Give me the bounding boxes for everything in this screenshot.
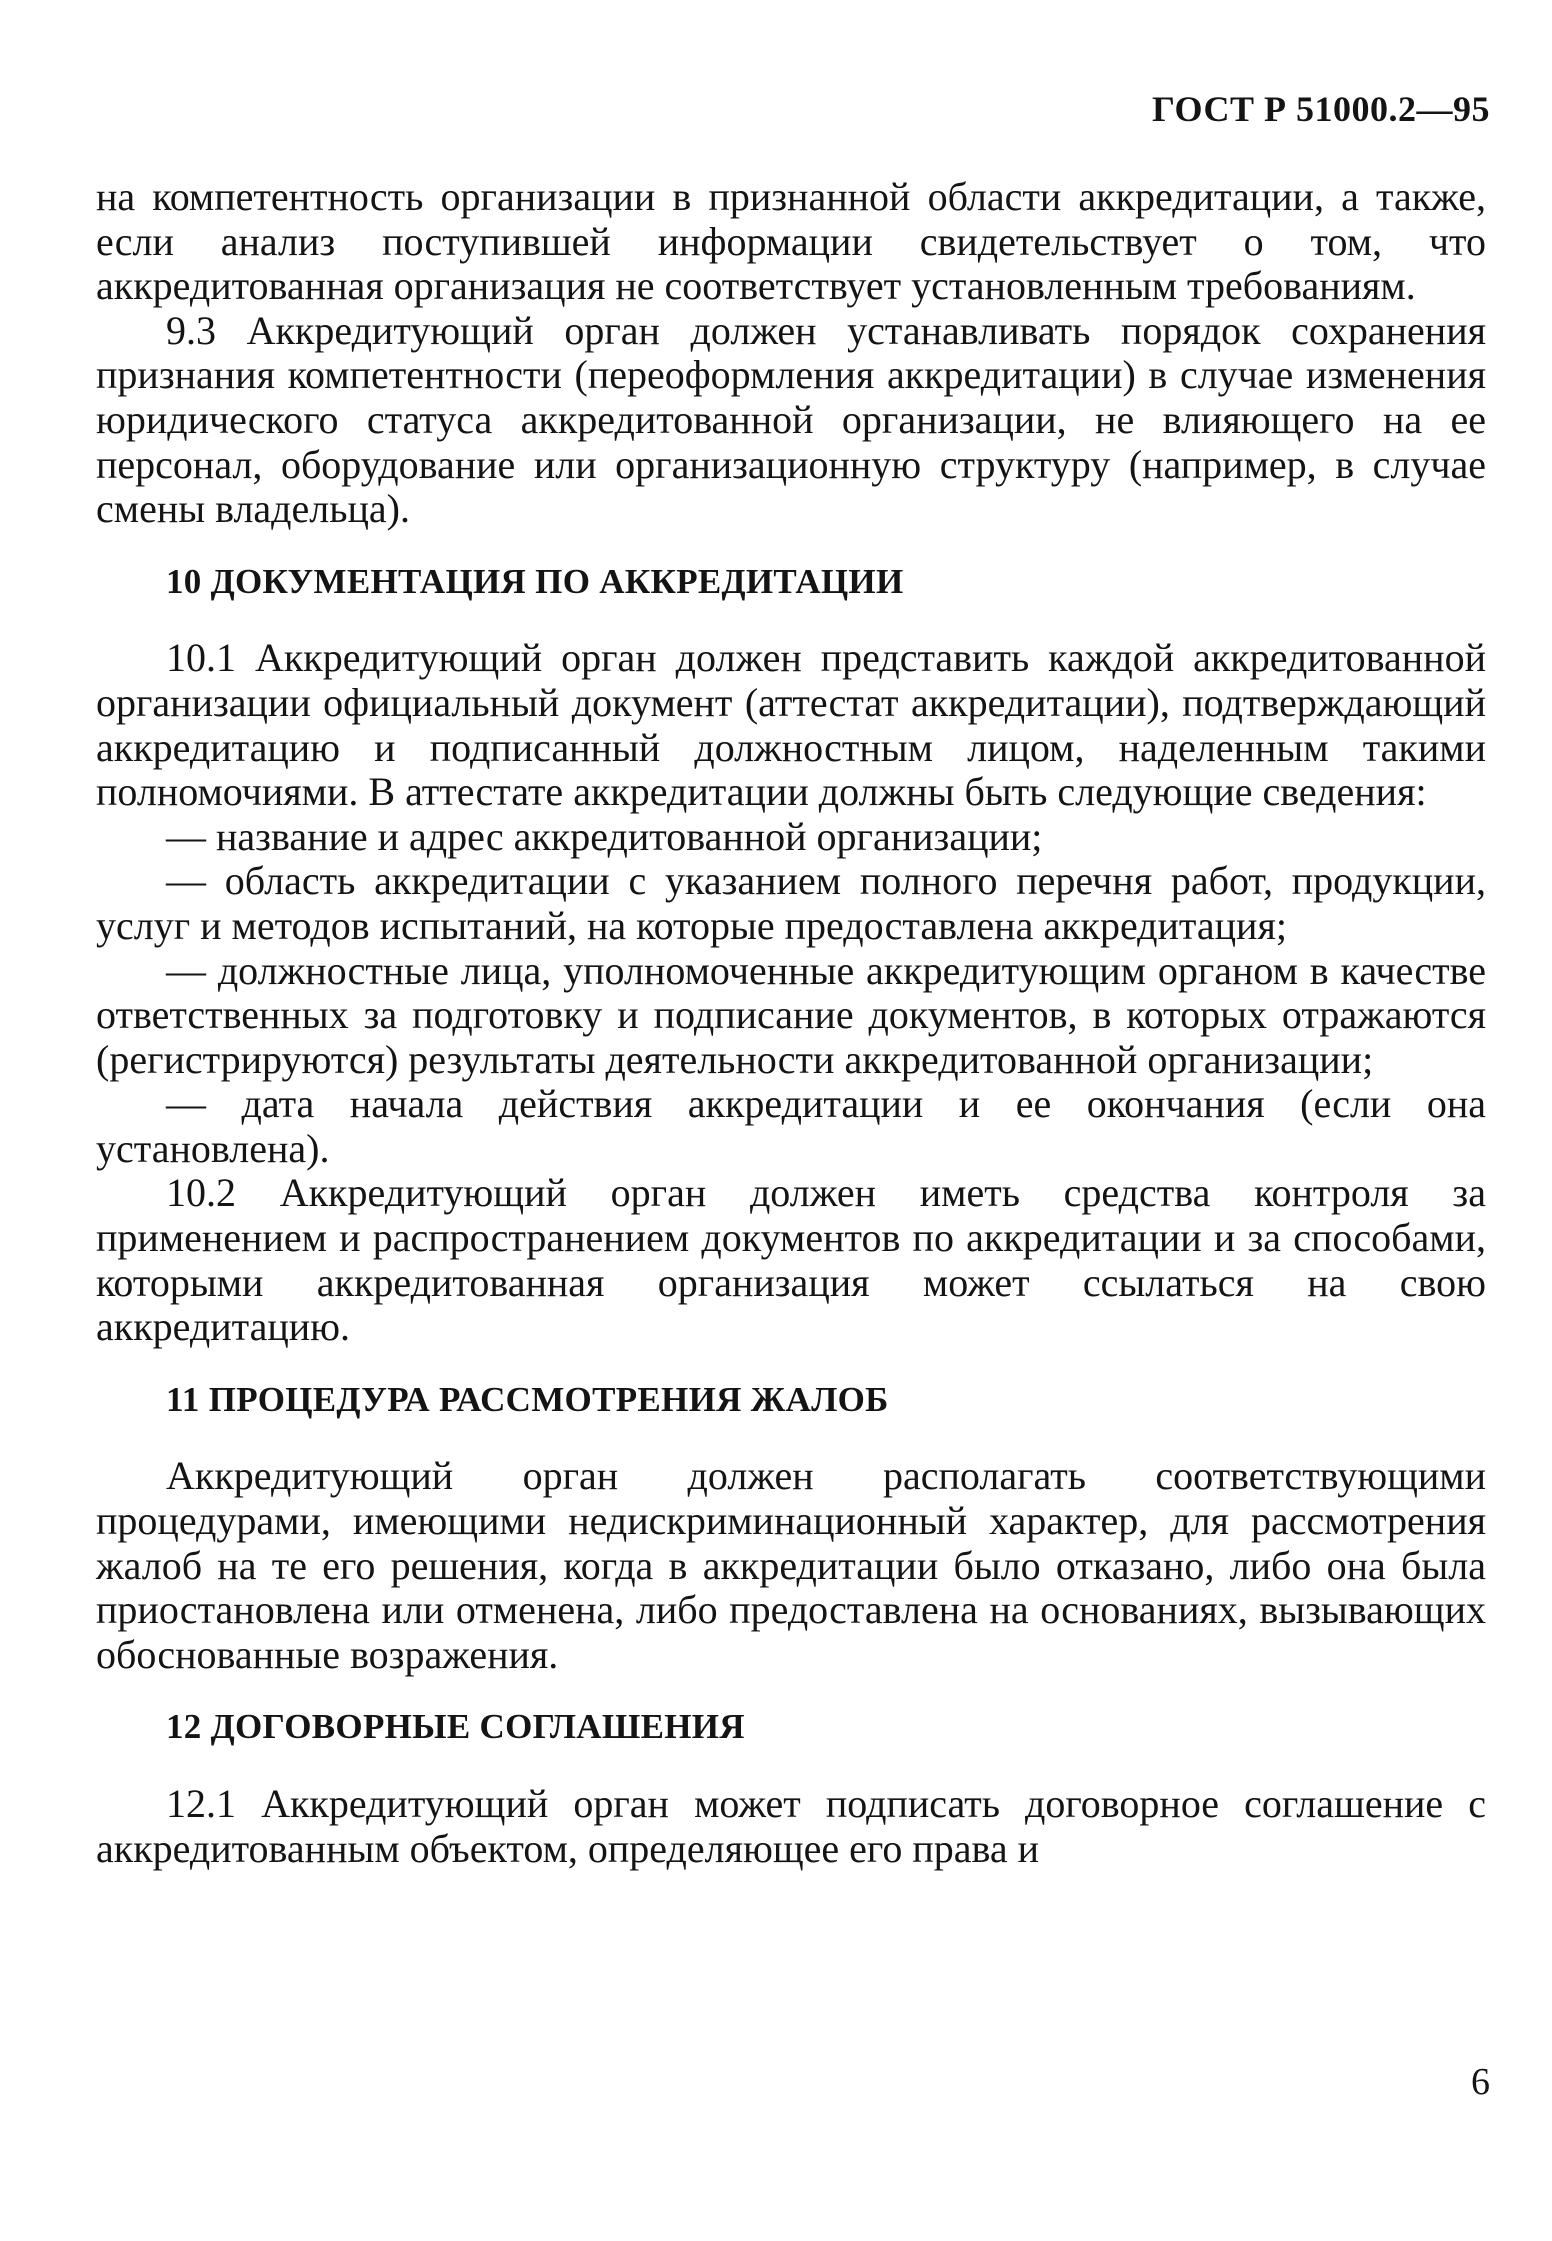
paragraph-10-1: 10.1 Аккредитующий орган должен представить каждой аккредитованной организации официальный документ (аттестат аккредитации), подтверждающий аккредитацию и подписанный должностным лицом, наделенным такими полномочиями. В аттестате аккредитации должны быть следующие сведения: (96, 635, 1486, 815)
paragraph-continuation: на компетентность организации в признанной области аккредитации, а также, если анализ поступившей информации свидетельствует о том, что аккредитованная организация не соответствует установленным требованиям. (96, 174, 1486, 309)
paragraph-10-2: 10.2 Аккредитующий орган должен иметь средства контроля за применением и распространением документов по аккредитации и за способами, которыми аккредитованная организация может ссылаться на свою аккредитацию. (96, 1170, 1486, 1350)
list-item-dates: — дата начала действия аккредитации и ее окончания (если она установлена). (96, 1081, 1486, 1171)
section-heading-11: 11 ПРОЦЕДУРА РАССМОТРЕНИЯ ЖАЛОБ (166, 1379, 889, 1419)
paragraph-12-1: 12.1 Аккредитующий орган может подписать договорное соглашение с аккредитованным объектом, определяющее его права и (96, 1781, 1486, 1871)
document-body (96, 175, 1486, 1871)
section-heading-12: 12 ДОГОВОРНЫЕ СОГЛАШЕНИЯ (166, 1707, 745, 1747)
section-heading-10: 10 ДОКУМЕНТАЦИЯ ПО АККРЕДИТАЦИИ (166, 561, 904, 601)
page-number: 6 (1471, 2061, 1490, 2103)
list-item-scope: — область аккредитации с указанием полного перечня работ, продукции, услуг и методов испытаний, на которые предоставлена аккредитация; (96, 858, 1486, 948)
paragraph-9-3: 9.3 Аккредитующий орган должен устанавливать порядок сохранения признания компетентности (переоформления аккредитации) в случае изменения юридического статуса аккредитованной организации, не влияющего на ее персонал, оборудование или организационную структуру (например, в случае смены владельца). (96, 307, 1486, 532)
list-item-officials: — должностные лица, уполномоченные аккредитующим органом в качестве ответственных за подготовку и подписание документов, в которых отражаются (регистрируются) результаты деятельности аккредитованной организации; (96, 947, 1486, 1082)
paragraph-11: Аккредитующий орган должен располагать соответствующими процедурами, имеющими недискриминационный характер, для рассмотрения жалоб на те его решения, когда в аккредитации было отказано, либо она была приостановлена или отменена, либо предоставлена на основаниях, вызывающих обоснованные возражения. (96, 1453, 1486, 1677)
document-standard-code: ГОСТ Р 51000.2—95 (1152, 89, 1490, 129)
list-item-name-address: — название и адрес аккредитованной организации; (166, 813, 1043, 859)
